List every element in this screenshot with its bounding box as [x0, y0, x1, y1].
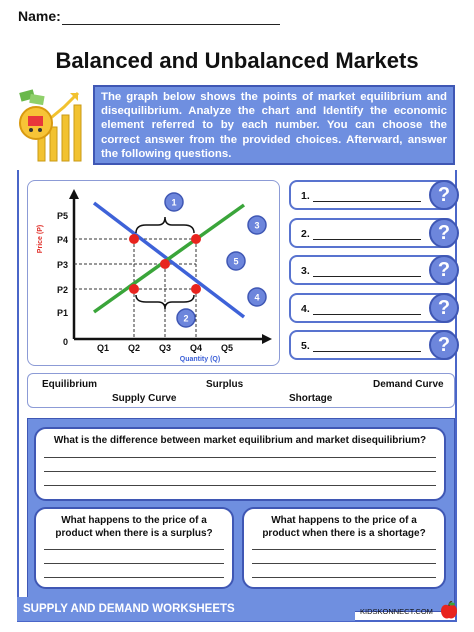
- x-tick-q4: Q4: [189, 343, 203, 353]
- answer-number: 4.: [301, 303, 310, 315]
- choice-equilibrium: Equilibrium: [42, 379, 97, 390]
- y-tick-p4: P4: [56, 235, 68, 245]
- answer-box-5[interactable]: [289, 330, 455, 360]
- x-tick-q3: Q3: [158, 343, 172, 353]
- answer-line[interactable]: [44, 563, 224, 564]
- answer-line[interactable]: [252, 577, 436, 578]
- marker-5: [227, 252, 245, 270]
- y-tick-p2: P2: [56, 285, 68, 295]
- choice-surplus: Surplus: [206, 379, 244, 390]
- y-axis-label: Price (P): [37, 224, 44, 254]
- footer-banner: SUPPLY AND DEMAND WORKSHEETS: [17, 597, 355, 621]
- answer-box-3[interactable]: [289, 255, 455, 285]
- worksheet-title: Balanced and Unbalanced Markets: [55, 48, 419, 73]
- name-label: Name:: [18, 8, 61, 24]
- supply-demand-chart: [27, 180, 280, 366]
- y-tick-p1: P1: [56, 308, 68, 318]
- point-q4-p4: [191, 234, 201, 244]
- answer-line[interactable]: [44, 471, 436, 472]
- question-mark-icon: ?: [429, 330, 459, 360]
- apple-logo-icon: [440, 601, 458, 626]
- svg-text:5: 5: [233, 256, 239, 267]
- answer-line[interactable]: [313, 276, 421, 277]
- instructions-box: The graph below shows the points of market equilibrium and disequilibrium. Analyze the chart and Identify the economic element referred to by each number. You can choose the correct answer from the provided choices. Afterward, answer the following questions.: [93, 85, 455, 165]
- answer-line[interactable]: [313, 239, 421, 240]
- answer-number: 5.: [301, 340, 310, 352]
- choice-supply-curve: Supply Curve: [112, 393, 177, 404]
- marker-4: [248, 288, 266, 306]
- question-card-3: [242, 507, 446, 589]
- x-tick-q1: Q1: [96, 343, 110, 353]
- y-tick-p5: P5: [56, 211, 68, 221]
- point-q2-p4: [129, 234, 139, 244]
- answer-number: 2.: [301, 228, 310, 240]
- answer-line[interactable]: [252, 549, 436, 550]
- y-tick-p3: P3: [56, 260, 68, 270]
- answer-box-2[interactable]: [289, 218, 455, 248]
- answer-number: 1.: [301, 190, 310, 202]
- brace-top: [136, 217, 194, 233]
- point-q4-p2: [191, 284, 201, 294]
- x-axis-label: Quantity (Q): [179, 356, 221, 363]
- market-chart-icon: [14, 85, 88, 165]
- point-q2-p2: [129, 284, 139, 294]
- question-3-text: What happens to the price of a product when there is a shortage?: [262, 515, 426, 539]
- marker-3: [248, 216, 266, 234]
- question-mark-icon: ?: [429, 180, 459, 210]
- answer-line[interactable]: [313, 314, 421, 315]
- answer-line[interactable]: [252, 563, 436, 564]
- questions-panel: [27, 418, 455, 612]
- question-card-1: [34, 427, 446, 501]
- answer-line[interactable]: [313, 351, 421, 352]
- marker-2: [177, 309, 195, 327]
- marker-1: [165, 193, 183, 211]
- x-tick-q5: Q5: [220, 343, 234, 353]
- answer-choices-box: [27, 373, 455, 408]
- answer-number: 3.: [301, 265, 310, 277]
- x-tick-q2: Q2: [127, 343, 141, 353]
- answer-line[interactable]: [313, 201, 421, 202]
- answer-line[interactable]: [44, 549, 224, 550]
- question-mark-icon: ?: [429, 255, 459, 285]
- answer-line[interactable]: [44, 485, 436, 486]
- name-input-line[interactable]: [62, 24, 280, 25]
- svg-text:2: 2: [183, 313, 189, 324]
- answer-line[interactable]: [44, 457, 436, 458]
- answer-box-1[interactable]: [289, 180, 455, 210]
- choice-shortage: Shortage: [289, 393, 333, 404]
- origin-label: 0: [62, 337, 68, 347]
- question-card-2: [34, 507, 234, 589]
- answer-box-4[interactable]: [289, 293, 455, 323]
- svg-text:1: 1: [171, 197, 177, 208]
- brand-text: KIDSKONNECT.COM: [360, 607, 433, 616]
- svg-text:4: 4: [254, 292, 260, 303]
- point-q3-p3: [160, 259, 170, 269]
- question-1-text: What is the difference between market equilibrium and market disequilibrium?: [53, 435, 427, 446]
- choice-demand-curve: Demand Curve: [373, 379, 444, 390]
- question-2-text: What happens to the price of a product when there is a surplus?: [55, 515, 213, 539]
- question-mark-icon: ?: [429, 218, 459, 248]
- svg-text:3: 3: [254, 220, 260, 231]
- question-mark-icon: ?: [429, 293, 459, 323]
- answer-line[interactable]: [44, 577, 224, 578]
